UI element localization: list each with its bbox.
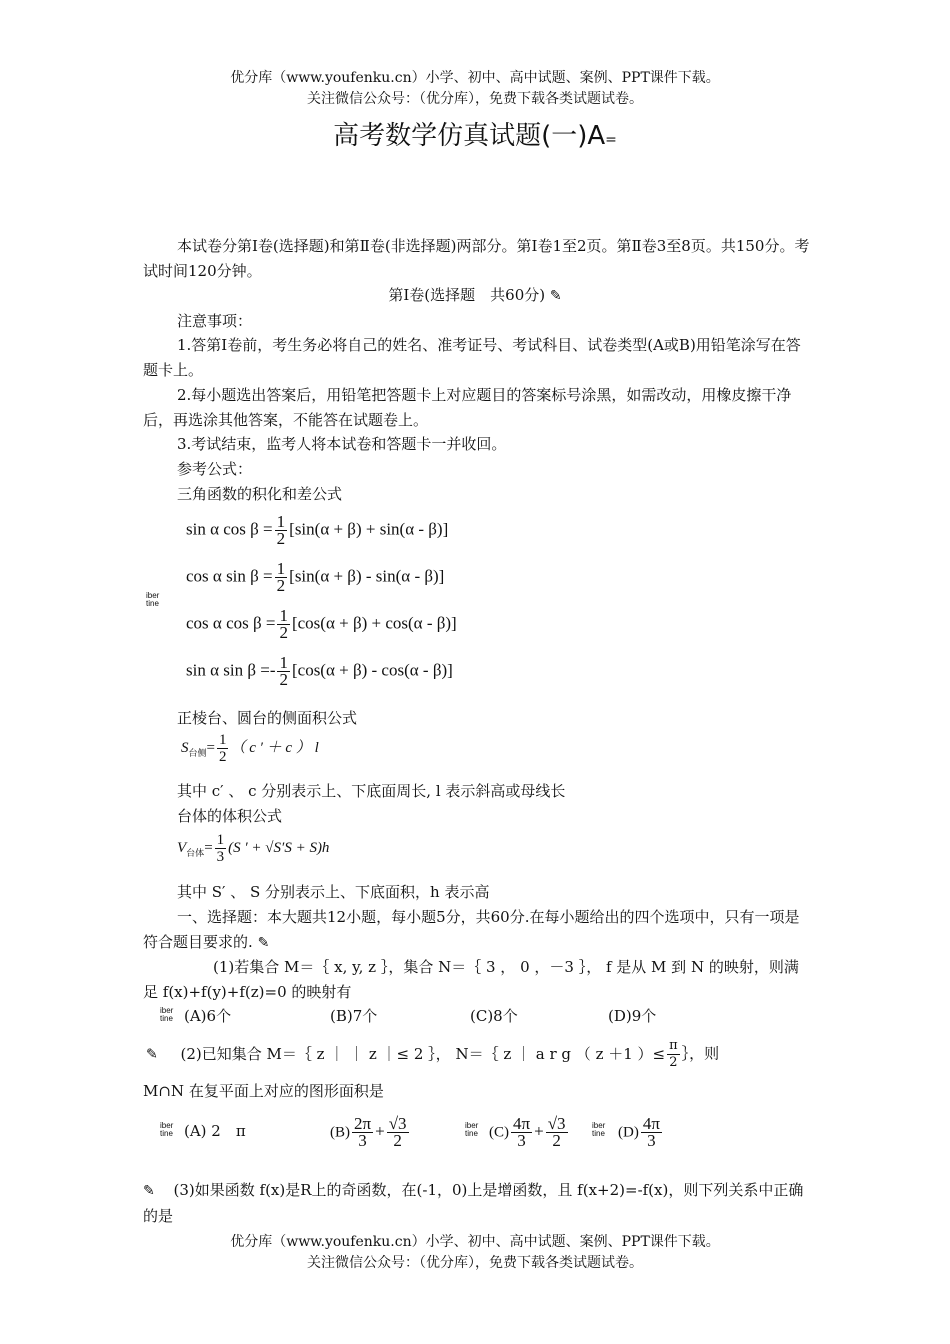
question-1-text: (1)若集合 M＝｛ x, y, z ｝，集合 N＝｛ 3 ， 0 ，－3 ｝， f 是从 M 到 N 的映射，则满足 f(x)+f(y)+f(z)=0 的映射有 — [143, 958, 799, 1001]
notes-title: 注意事项： — [177, 312, 253, 330]
note-1: 1.答第Ⅰ卷前，考生务必将自己的姓名、准考证号、考试科目、试卷类型(A或B)用铅笔涂写在答题卡上。 — [143, 336, 801, 379]
margin-tag: iber tine — [146, 591, 160, 608]
option-c: (C)8个 — [470, 1007, 518, 1025]
ref-title: 参考公式： — [177, 460, 253, 478]
mark-icon: ✎ — [257, 935, 270, 951]
margin-tag: iber tine — [592, 1121, 606, 1138]
option-a: (A) 2 π — [184, 1122, 246, 1140]
volume-formula: $V_{台体}=$ $\frac{1}{3}$ (S ′ + √S′S + S)h — [177, 832, 330, 865]
trig-formula: sin α cos β = $\frac{1}{2}$ [sin(α + β) + sin(α - β)] — [186, 512, 449, 548]
mark-icon: ✎ — [143, 1183, 155, 1199]
lateral-formula: $S_{台侧}=$ $\frac{1}{2}$ （ c ′ ＋ c ） l — [181, 732, 319, 765]
footer-line-1: 优分库（www.youfenku.cn）小学、初中、高中试题、案例、PPT课件下载。 — [230, 1234, 720, 1250]
question-2-text: ✎ (2)已知集合 M＝｛ z ｜ ｜ z ｜≤ 2 ｝， N＝｛ z ｜ a r g （ z ＋1 ）≤ $\frac{\pi}{2}$ ｝，则 — [146, 1038, 720, 1070]
option-b: (B) $\frac{2\pi}{3}$ + $\frac{√3}{2}$ — [330, 1114, 407, 1150]
trig-title: 三角函数的积化和差公式 — [177, 485, 343, 503]
header-line-2: 关注微信公众号：（优分库），免费下载各类试题试卷。 — [307, 91, 643, 107]
part1-heading: 第Ⅰ卷(选择题 共60分) ✎ — [388, 286, 562, 304]
margin-tag: iber tine — [160, 1006, 174, 1023]
option-a: (A)6个 — [184, 1007, 232, 1025]
page-title: 高考数学仿真试题(一)A= — [333, 121, 617, 151]
option-c: (C) $\frac{4\pi}{3}$ + $\frac{√3}{2}$ — [489, 1114, 566, 1150]
option-d: (D)9个 — [608, 1007, 657, 1025]
option-b: (B)7个 — [330, 1007, 378, 1025]
lateral-title: 正棱台、圆台的侧面积公式 — [177, 709, 358, 727]
note-2: 2.每小题选出答案后，用铅笔把答题卡上对应题目的答案标号涂黑，如需改动，用橡皮擦干净后，再选涂其他答案，不能答在试题卷上。 — [143, 386, 792, 429]
margin-tag: iber tine — [160, 1121, 174, 1138]
intro-paragraph: 本试卷分第Ⅰ卷(选择题)和第Ⅱ卷(非选择题)两部分。第Ⅰ卷1至2页。第Ⅱ卷3至8页。共150分。考试时间120分钟。 — [143, 237, 810, 280]
margin-tag: iber tine — [465, 1121, 479, 1138]
volume-note: 其中 S′ 、 S 分别表示上、下底面积，h 表示高 — [177, 883, 490, 901]
note-3: 3.考试结束，监考人将本试卷和答题卡一并收回。 — [177, 435, 507, 453]
volume-title: 台体的体积公式 — [177, 807, 283, 825]
question-2-options — [160, 1116, 700, 1166]
footer-line-2: 关注微信公众号：（优分库），免费下载各类试题试卷。 — [307, 1255, 643, 1271]
question-1-options — [160, 1005, 700, 1023]
header-line-1: 优分库（www.youfenku.cn）小学、初中、高中试题、案例、PPT课件下载。 — [230, 70, 720, 86]
trig-formula: cos α cos β = $\frac{1}{2}$ [cos(α + β) + cos(α - β)] — [186, 606, 457, 642]
mark-icon: ✎ — [549, 288, 562, 304]
lateral-note: 其中 c′ 、 c 分别表示上、下底面周长, l 表示斜高或母线长 — [177, 782, 566, 800]
title-mark: = — [605, 132, 617, 148]
trig-formula: sin α sin β =- $\frac{1}{2}$ [cos(α + β) - cos(α - β)] — [186, 653, 453, 689]
option-d: (D) $\frac{4\pi}{3}$ — [618, 1114, 660, 1150]
question-3-text: ✎ (3)如果函数 f(x)是R上的奇函数，在(-1，0)上是增函数，且 f(x+2)=-f(x)，则下列关系中正确的是 — [143, 1181, 804, 1225]
mark-icon: ✎ — [146, 1046, 158, 1063]
trig-formula: cos α sin β = $\frac{1}{2}$ [sin(α + β) - sin(α - β)] — [186, 559, 445, 595]
section-heading: 一、选择题：本大题共12小题，每小题5分，共60分.在每小题给出的四个选项中，只有一项是符合题目要求的. ✎ — [143, 908, 800, 951]
question-2-text-cont: M∩N 在复平面上对应的图形面积是 — [143, 1082, 384, 1100]
